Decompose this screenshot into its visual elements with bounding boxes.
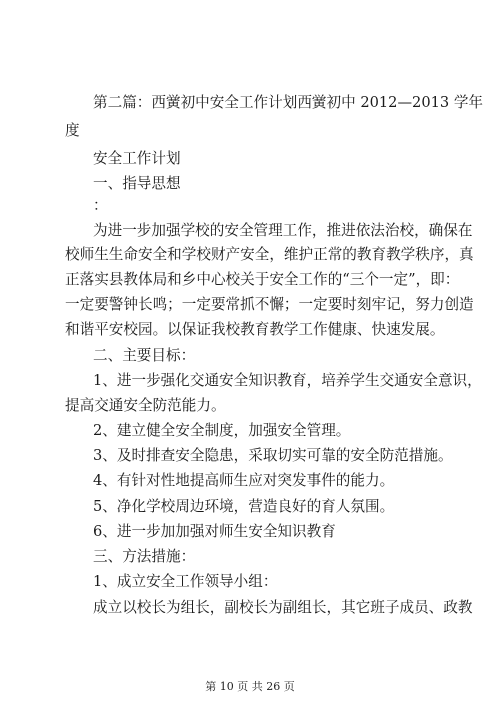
subheading-main-goals: 二、主要目标： [93, 347, 196, 364]
colon-line: ： [93, 197, 108, 214]
paragraph-line: 成立以校长为组长，副校长为副组长，其它班子成员、政教 [93, 599, 473, 616]
plan-title: 安全工作计划 [93, 150, 181, 167]
goal-item: 4、有针对性地提高师生应对突发事件的能力。 [93, 472, 395, 489]
section-heading: 第二篇：西黉初中安全工作计划西黉初中 2012—2013 学年 [93, 94, 484, 111]
paragraph-line: 一定要警钟长鸣；一定要常抓不懈；一定要时刻牢记，努力创造 [65, 296, 474, 313]
subheading-guiding-thought: 一、指导思想 [93, 175, 181, 192]
heading-continuation: 度 [65, 122, 80, 139]
goal-item-continuation: 提高交通安全防范能力。 [65, 397, 226, 414]
goal-item: 6、进一步加加强对师生安全知识教育 [93, 523, 336, 540]
method-item: 1、成立安全工作领导小组： [93, 573, 278, 590]
subheading-methods: 三、方法措施： [93, 548, 196, 565]
paragraph-line: 正落实县教体局和乡中心校关于安全工作的“三个一定”，即： [65, 271, 460, 288]
paragraph-line: 校师生生命安全和学校财产安全，维护正常的教育教学秩序，真 [65, 246, 474, 263]
goal-item: 3、及时排查安全隐患，采取切实可靠的安全防范措施。 [93, 447, 453, 464]
page-number-footer: 第 10 页 共 26 页 [205, 680, 295, 693]
paragraph-line: 和谐平安校园。以保证我校教育教学工作健康、快速发展。 [65, 321, 445, 338]
paragraph-line: 为进一步加强学校的安全管理工作，推进依法治校，确保在 [93, 222, 473, 239]
goal-item: 1、进一步强化交通安全知识教育，培养学生交通安全意识， [93, 372, 482, 389]
goal-item: 2、建立健全安全制度，加强安全管理。 [93, 422, 351, 439]
goal-item: 5、净化学校周边环境，营造良好的育人氛围。 [93, 498, 395, 515]
